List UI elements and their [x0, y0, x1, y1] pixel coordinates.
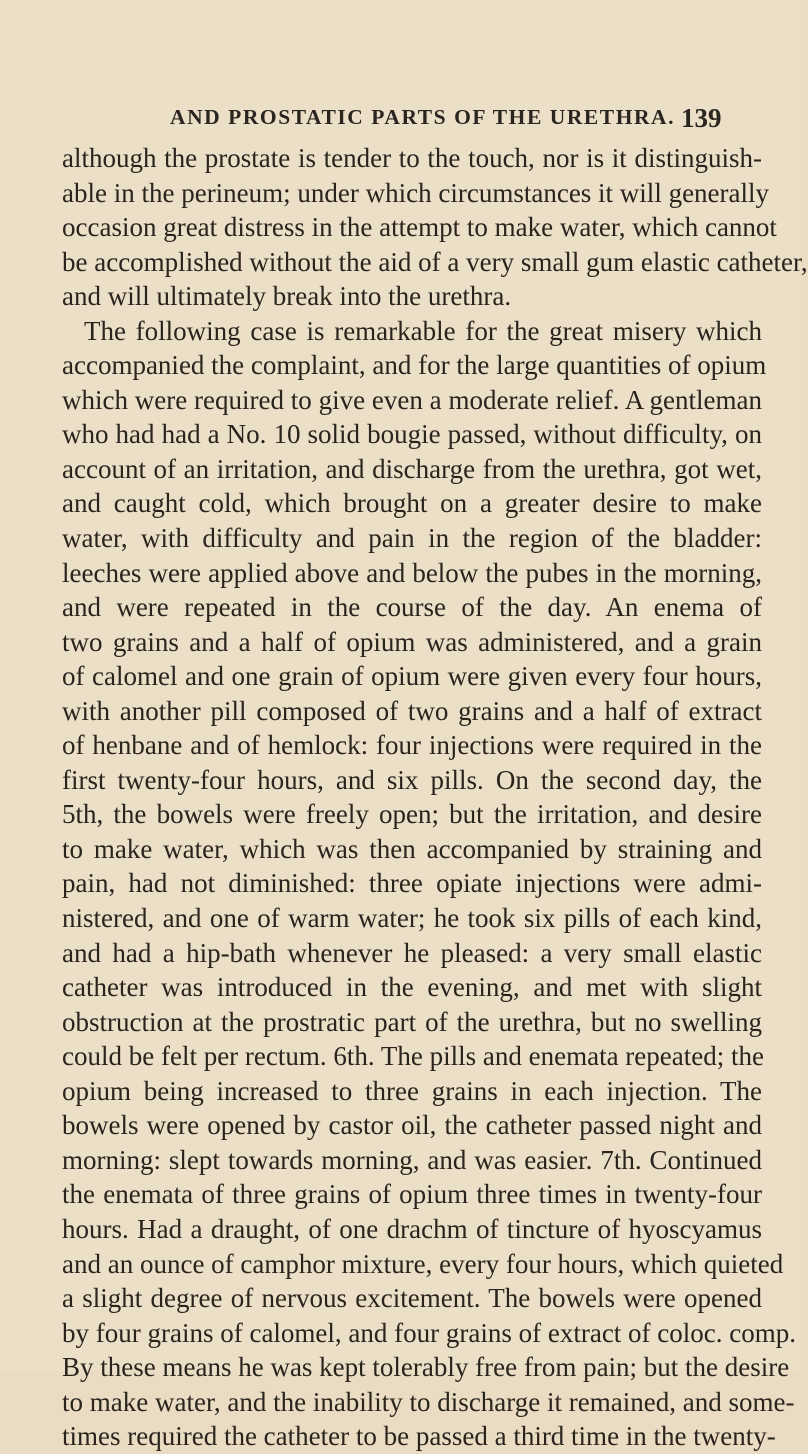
text-line: occasion great distress in the attempt to make water, which cannot	[62, 212, 777, 243]
text-line: although the prostate is tender to the touch, nor is it distinguish-	[62, 143, 762, 173]
text-line: and had a hip-bath whenever he pleased: a very small elastic	[62, 937, 762, 968]
text-line: accompanied the complaint, and for the large quantities of opium	[62, 350, 767, 381]
text-line: which were required to give even a moderate relief. A gentleman	[62, 384, 762, 415]
text-line: and caught cold, which brought on a greater desire to make	[62, 488, 762, 519]
text-line: of henbane and of hemlock: four injections were required in the	[62, 730, 762, 761]
text-line: 5th, the bowels were freely open; but the irritation, and desire	[62, 799, 762, 830]
text-line: to make water, which was then accompanied by straining and	[62, 833, 762, 864]
text-line: two grains and a half of opium was administered, and a grain	[62, 626, 762, 657]
text-line: nistered, and one of warm water; he took six pills of each kind,	[62, 903, 762, 934]
text-line: with another pill composed of two grains and a half of extract	[62, 695, 762, 726]
text-line: times required the catheter to be passed a third time in the twenty-	[62, 1421, 776, 1452]
text-line: and were repeated in the course of the day. An enema of	[62, 592, 762, 623]
text-line: could be felt per rectum. 6th. The pills and enemata repeated; the	[62, 1041, 764, 1072]
text-line: of calomel and one grain of opium were given every four hours,	[62, 661, 762, 692]
text-line: The following case is remarkable for the great misery which	[84, 315, 762, 346]
text-line: obstruction at the prostratic part of the urethra, but no swelling	[62, 1006, 762, 1037]
text-line: hours. Had a draught, of one drachm of tincture of hyoscyamus	[62, 1213, 762, 1244]
body-text	[62, 141, 808, 1454]
running-head: AND PROSTATIC PARTS OF THE URETHRA.	[170, 105, 676, 129]
text-line: and will ultimately break into the urethra.	[62, 281, 512, 312]
page-header	[0, 100, 801, 140]
text-line: able in the perineum; under which circumstances it will generally	[62, 177, 770, 208]
text-line: By these means he was kept tolerably free from pain; but the desire	[62, 1352, 790, 1383]
text-line: catheter was introduced in the evening, and met with slight	[62, 972, 762, 1003]
text-line: pain, had not diminished: three opiate injections were admi-	[62, 868, 762, 899]
text-line: opium being increased to three grains in each injection. The	[62, 1075, 762, 1106]
text-line: a slight degree of nervous excitement. The bowels were opened	[62, 1283, 762, 1314]
text-line: leeches were applied above and below the pubes in the morning,	[62, 557, 762, 588]
text-line: water, with difficulty and pain in the region of the bladder:	[62, 523, 762, 554]
text-line: bowels were opened by castor oil, the catheter passed night and	[62, 1110, 762, 1141]
text-line: morning: slept towards morning, and was easier. 7th. Continued	[62, 1144, 762, 1175]
text-line: account of an irritation, and discharge from the urethra, got wet,	[62, 453, 762, 484]
text-line: be accomplished without the aid of a very small gum elastic catheter,	[62, 246, 808, 277]
page-number: 139	[681, 103, 722, 133]
text-line: the enemata of three grains of opium three times in twenty-four	[62, 1179, 762, 1210]
text-line: by four grains of calomel, and four grains of extract of coloc. comp.	[62, 1317, 796, 1348]
text-line: first twenty-four hours, and six pills. On the second day, the	[62, 764, 762, 795]
text-line: to make water, and the inability to discharge it remained, and some-	[62, 1386, 795, 1417]
text-line: and an ounce of camphor mixture, every four hours, which quieted	[62, 1248, 784, 1279]
text-line: who had had a No. 10 solid bougie passed, without difficulty, on	[62, 419, 762, 450]
